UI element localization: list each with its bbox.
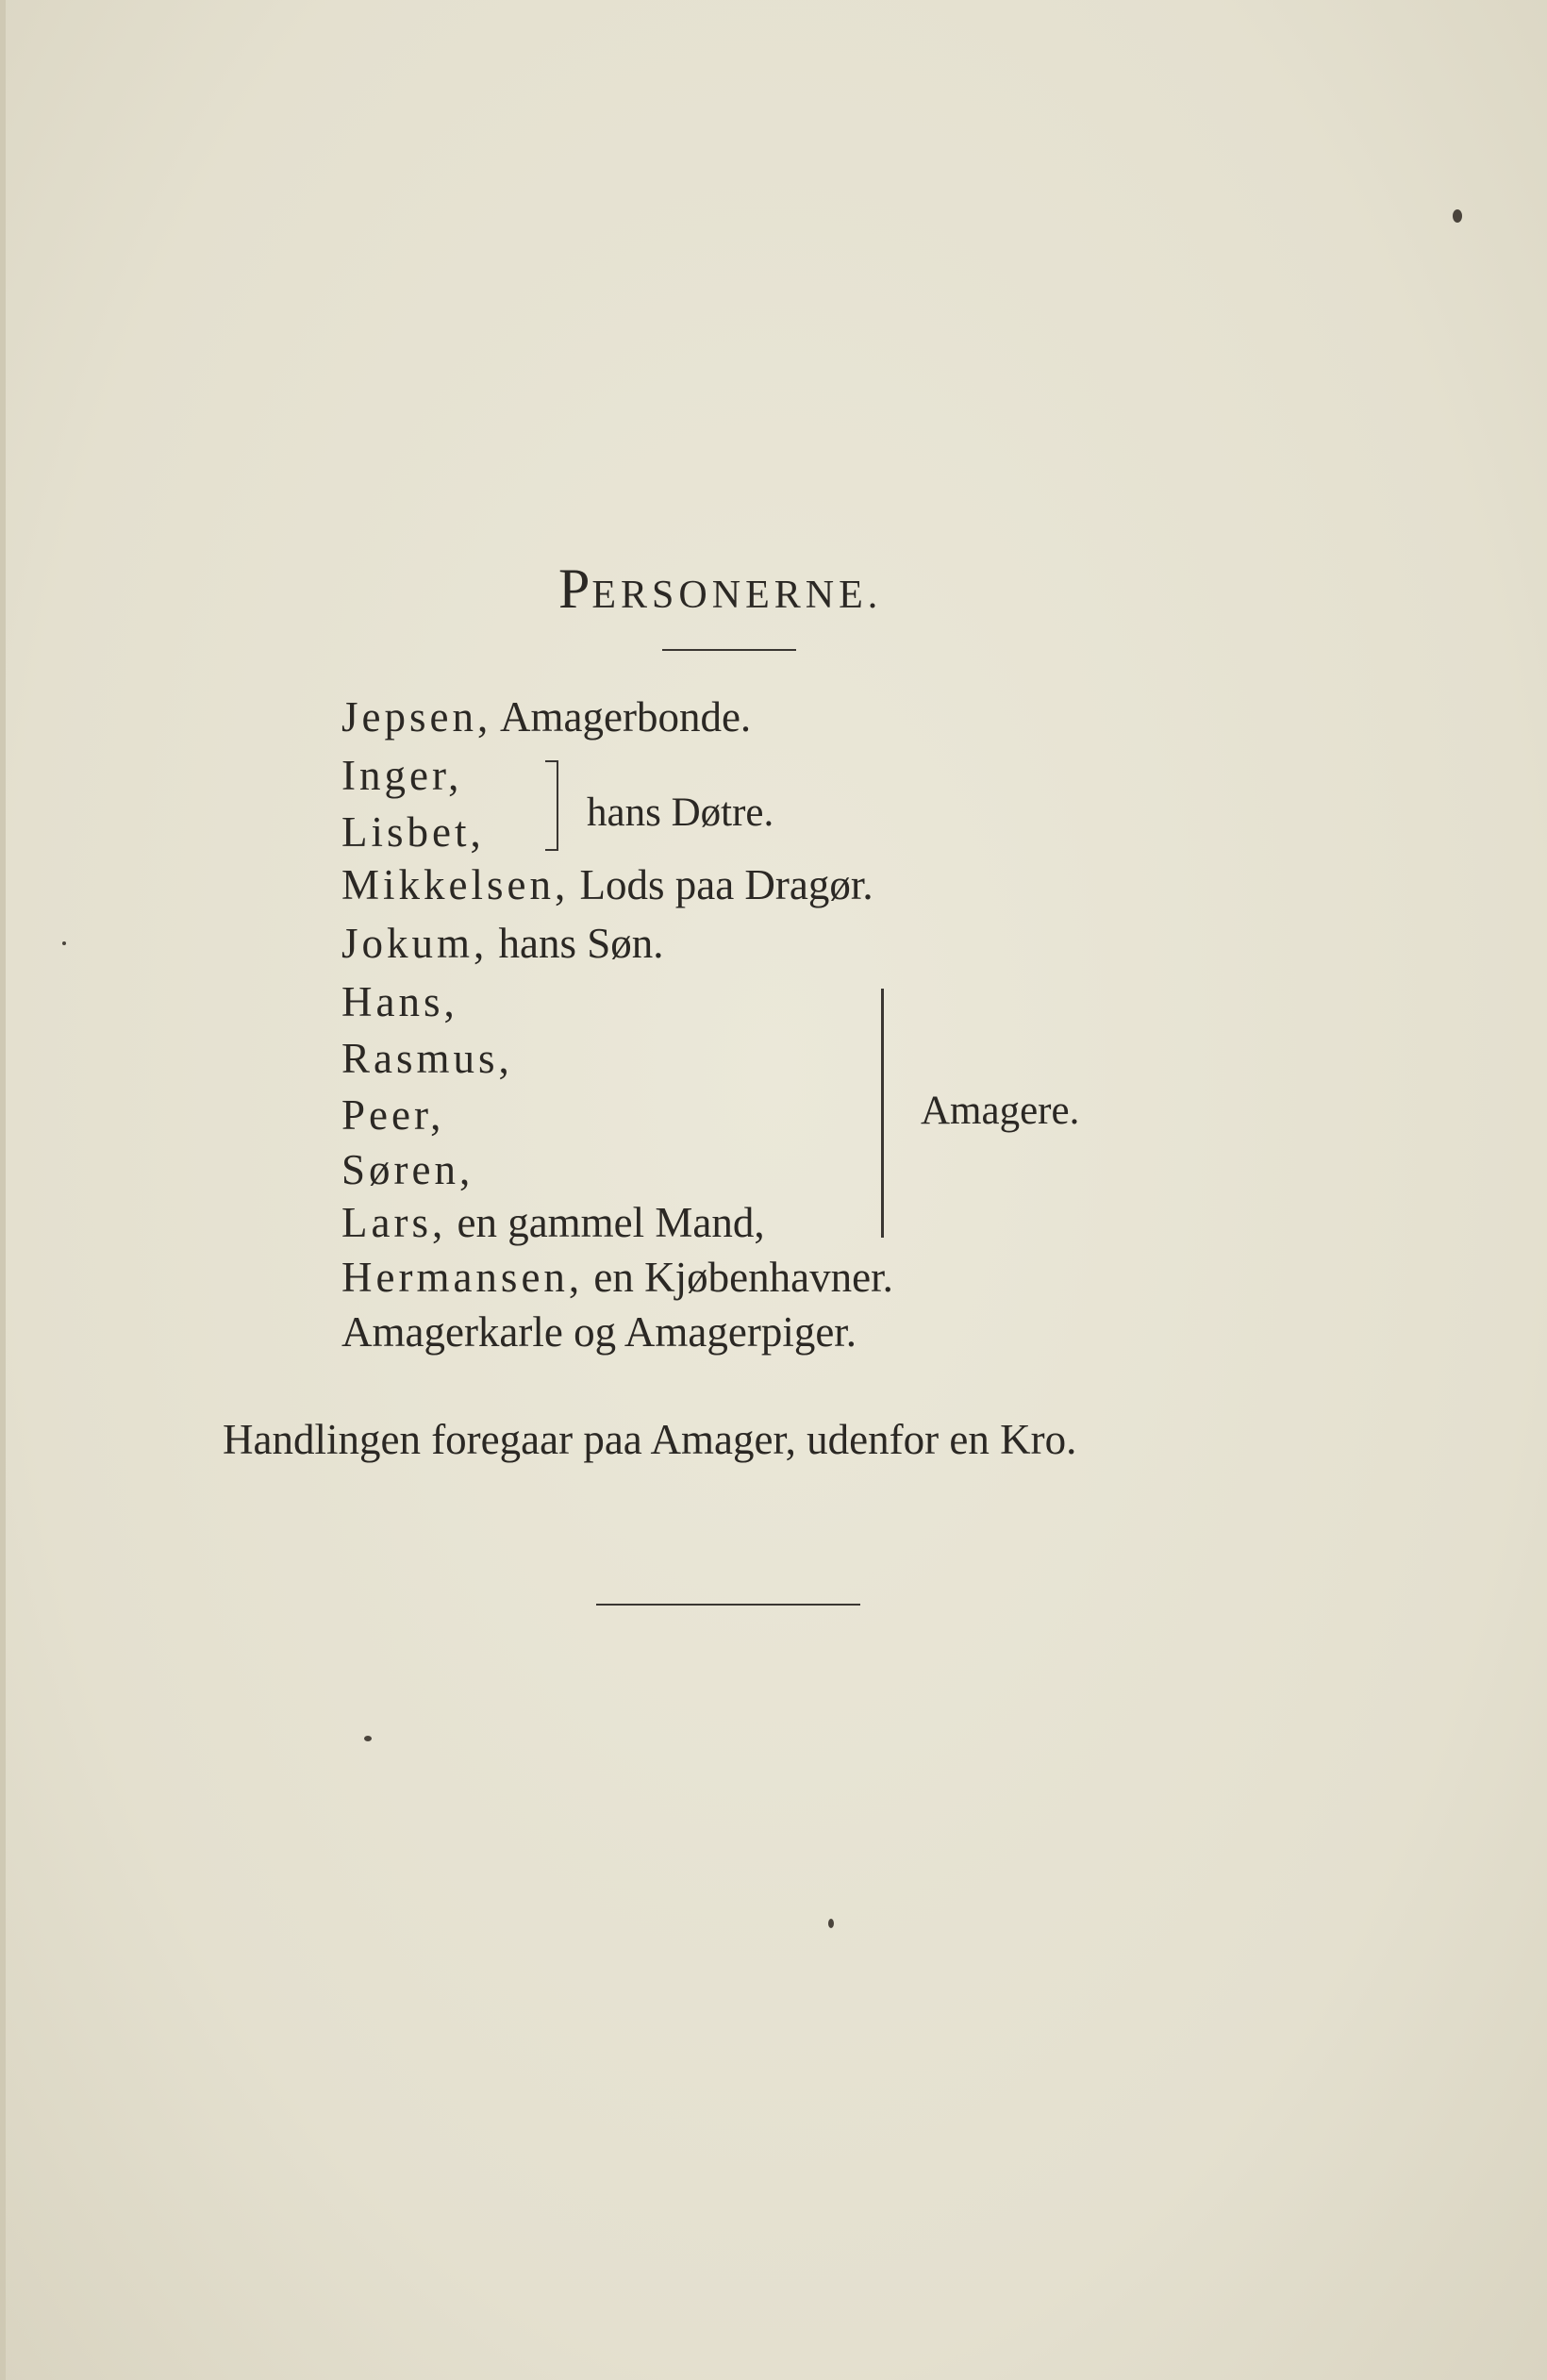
cast-rasmus: Rasmus, — [341, 1035, 513, 1082]
page-edge — [0, 0, 6, 2380]
daughters-brace — [545, 760, 558, 851]
cast-lars: Lars, en gammel Mand, — [341, 1199, 765, 1246]
cast-extras: Amagerkarle og Amagerpiger. — [341, 1308, 857, 1356]
title-rule — [662, 649, 796, 651]
cast-inger: Inger, — [341, 752, 463, 799]
paper-speck — [364, 1736, 372, 1741]
cast-lisbet: Lisbet, — [341, 808, 485, 856]
cast-mikkelsen: Mikkelsen, Lods paa Dragør. — [341, 861, 873, 908]
paper-speck — [828, 1919, 834, 1928]
setting-text: Handlingen foregaar paa Amager, udenfor en Kro. — [223, 1416, 1077, 1463]
cast-hans: Hans, — [341, 978, 458, 1025]
cast-hermansen: Hermansen, en Kjøbenhavner. — [341, 1254, 893, 1301]
end-rule — [596, 1604, 860, 1606]
cast-soren: Søren, — [341, 1146, 474, 1193]
cast-peer: Peer, — [341, 1091, 445, 1139]
amagere-label: Amagere. — [921, 1089, 1080, 1133]
cast-jepsen: Jepsen, Amagerbonde. — [341, 693, 752, 741]
paper-speck — [62, 941, 66, 945]
daughters-label: hans Døtre. — [587, 791, 774, 835]
page-title: PERSONERNE. — [558, 558, 883, 620]
amagere-brace — [881, 989, 884, 1238]
paper-speck — [1453, 209, 1462, 223]
cast-jokum: Jokum, hans Søn. — [341, 920, 664, 967]
